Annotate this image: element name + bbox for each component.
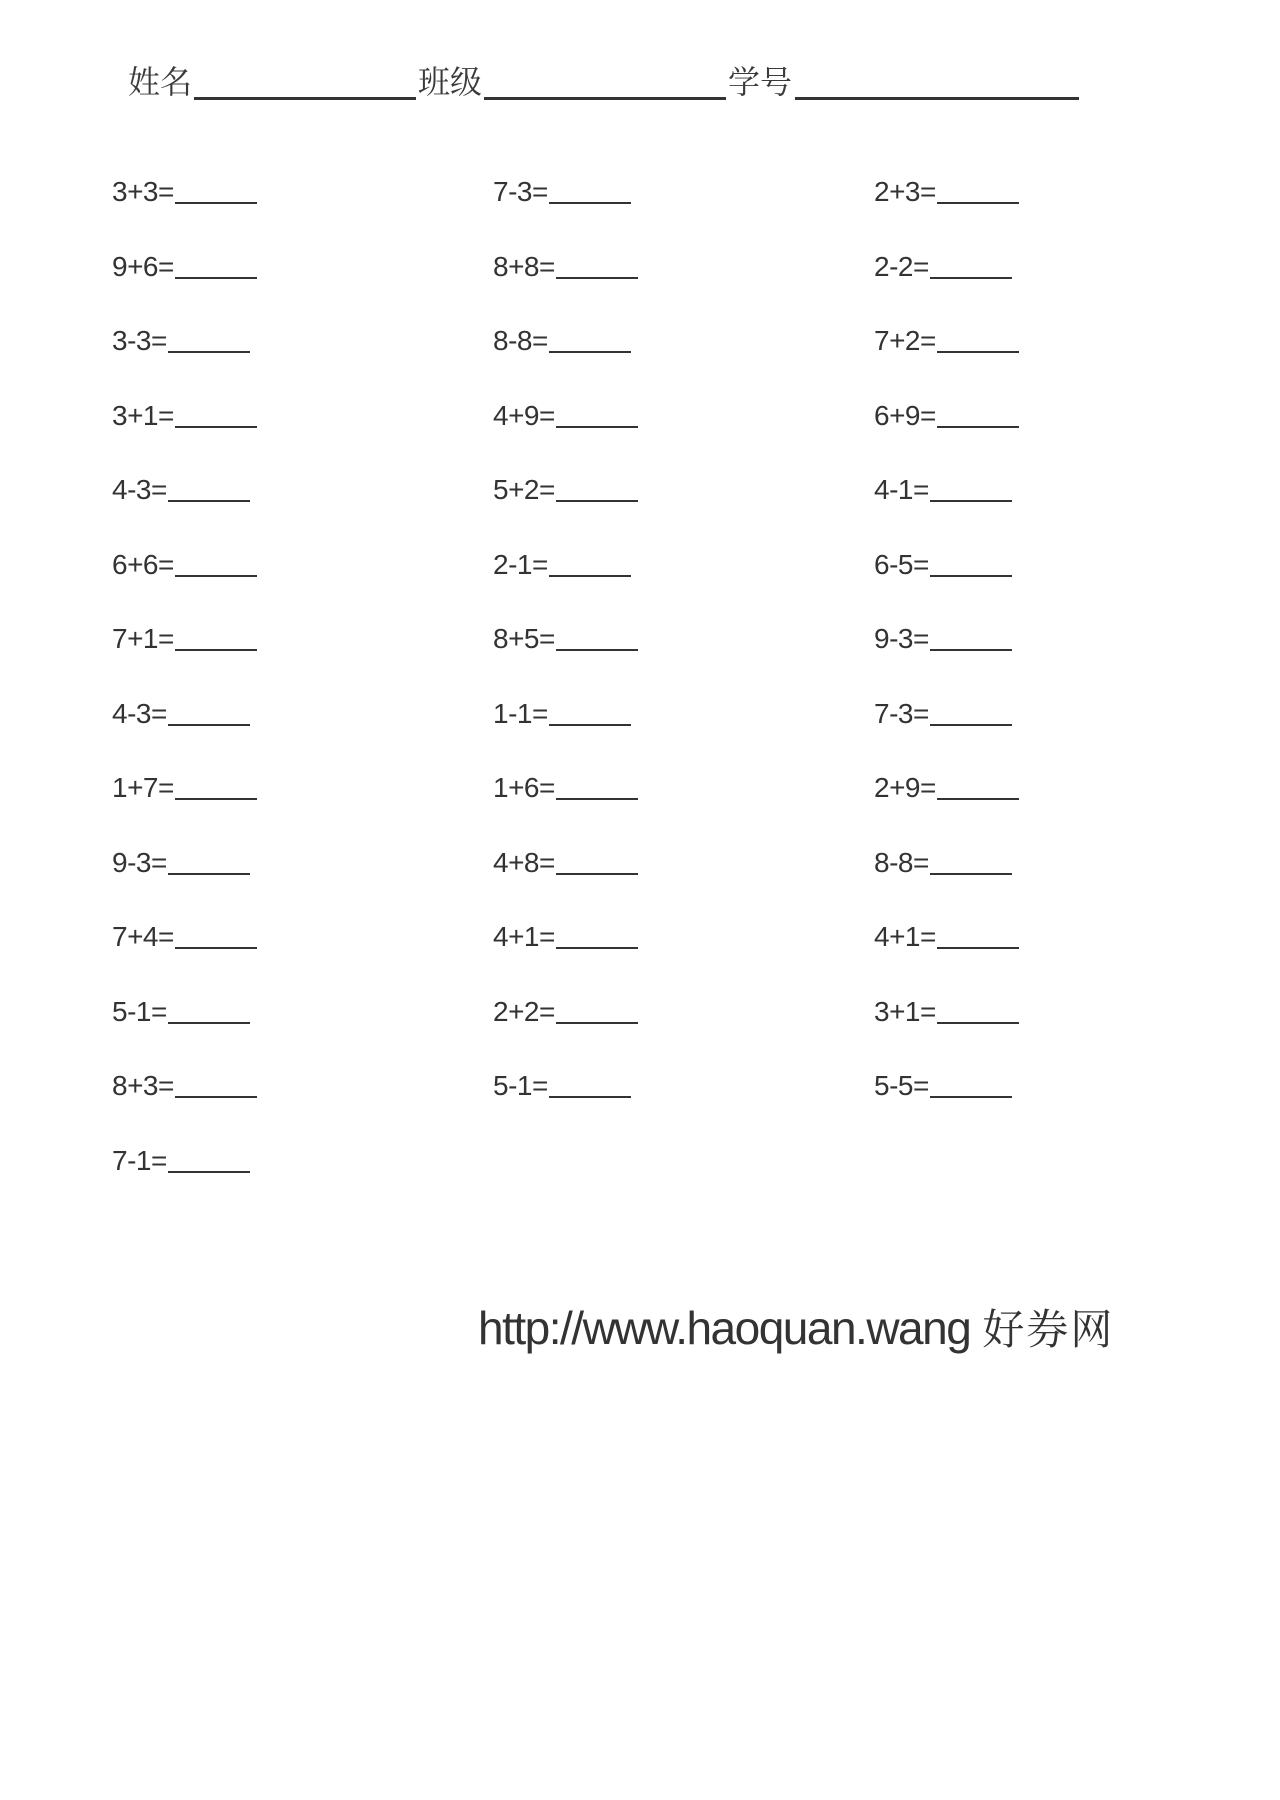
math-problem: [112, 848, 250, 878]
answer-blank-line[interactable]: [168, 1171, 250, 1173]
answer-blank-line[interactable]: [930, 649, 1012, 651]
answer-blank-line[interactable]: [937, 1022, 1019, 1024]
problem-expression: 8+3=: [112, 1070, 174, 1101]
answer-blank-line[interactable]: [549, 202, 631, 204]
answer-blank-line[interactable]: [556, 947, 638, 949]
answer-blank-line[interactable]: [556, 1022, 638, 1024]
problem-expression: 8+5=: [493, 623, 555, 654]
math-problem: [112, 699, 250, 729]
footer-site-name: 好券网: [982, 1305, 1115, 1354]
problem-expression: 3+1=: [874, 995, 936, 1027]
answer-blank-line[interactable]: [175, 947, 257, 949]
math-problem: [112, 401, 257, 431]
math-problem: [874, 922, 1019, 952]
problem-expression: 4-3=: [112, 697, 167, 729]
problem-expression: 5-1=: [493, 1070, 548, 1101]
math-problem: [112, 773, 257, 803]
math-problem: [112, 1071, 257, 1101]
math-problem: [493, 401, 638, 431]
problem-expression: 7+4=: [112, 921, 174, 952]
math-problem: [112, 475, 250, 505]
math-problem: [874, 177, 1019, 207]
problem-expression: 1+6=: [493, 772, 555, 803]
math-problem: [874, 848, 1012, 878]
answer-blank-line[interactable]: [556, 426, 638, 428]
answer-blank-line[interactable]: [549, 575, 631, 577]
math-problem: [493, 326, 631, 356]
answer-blank-line[interactable]: [175, 649, 257, 651]
math-problem: [493, 922, 638, 952]
math-problem: [874, 475, 1012, 505]
answer-blank-line[interactable]: [930, 277, 1012, 279]
problem-expression: 7+1=: [112, 623, 174, 654]
math-problem: [493, 550, 631, 580]
problem-expression: 2+9=: [874, 772, 936, 803]
problem-expression: 4+8=: [493, 846, 555, 878]
math-problem: [493, 624, 638, 654]
problem-expression: 1+7=: [112, 772, 174, 803]
problem-expression: 8-8=: [874, 846, 929, 878]
math-problem: [112, 252, 257, 282]
math-problem: [493, 177, 631, 207]
math-problem: [874, 326, 1019, 356]
answer-blank-line[interactable]: [175, 277, 257, 279]
math-problem: [874, 624, 1012, 654]
math-problem: [493, 997, 638, 1027]
problem-expression: 2+2=: [493, 995, 555, 1027]
math-problem: [874, 773, 1019, 803]
class-label: 班级: [418, 63, 483, 101]
math-problem: [493, 848, 638, 878]
answer-blank-line[interactable]: [930, 873, 1012, 875]
math-problem: [874, 550, 1012, 580]
problem-expression: 7-3=: [874, 697, 929, 729]
answer-blank-line[interactable]: [930, 1096, 1012, 1098]
problem-expression: 5-5=: [874, 1070, 929, 1101]
math-problem: [112, 326, 250, 356]
answer-blank-line[interactable]: [168, 351, 250, 353]
problem-expression: 4+9=: [493, 399, 555, 431]
problem-expression: 4-3=: [112, 474, 167, 505]
answer-blank-line[interactable]: [930, 575, 1012, 577]
answer-blank-line[interactable]: [556, 873, 638, 875]
answer-blank-line[interactable]: [930, 500, 1012, 502]
problem-expression: 2-2=: [874, 250, 929, 282]
problem-expression: 4-1=: [874, 474, 929, 505]
footer-url[interactable]: http://www.haoquan.wang: [478, 1302, 971, 1354]
answer-blank-line[interactable]: [168, 724, 250, 726]
math-problem: [112, 922, 257, 952]
answer-blank-line[interactable]: [549, 724, 631, 726]
problem-expression: 7-3=: [493, 176, 548, 207]
problem-expression: 2+3=: [874, 176, 936, 207]
problem-expression: 8+8=: [493, 250, 555, 282]
problem-expression: 4+1=: [493, 921, 555, 952]
answer-blank-line[interactable]: [937, 202, 1019, 204]
answer-blank-line[interactable]: [175, 426, 257, 428]
problem-expression: 2-1=: [493, 548, 548, 580]
problem-expression: 3+1=: [112, 399, 174, 431]
answer-blank-line[interactable]: [168, 873, 250, 875]
name-label: 姓名: [128, 63, 193, 101]
answer-blank-line[interactable]: [556, 649, 638, 651]
math-problem: [874, 401, 1019, 431]
problem-expression: 6-5=: [874, 548, 929, 580]
problem-expression: 4+1=: [874, 921, 936, 952]
answer-blank-line[interactable]: [937, 947, 1019, 949]
answer-blank-line[interactable]: [175, 1096, 257, 1098]
answer-blank-line[interactable]: [937, 351, 1019, 353]
problem-expression: 9-3=: [874, 623, 929, 654]
answer-blank-line[interactable]: [168, 1022, 250, 1024]
problem-expression: 9+6=: [112, 250, 174, 282]
problem-expression: 5-1=: [112, 995, 167, 1027]
problem-expression: 7+2=: [874, 325, 936, 356]
problem-expression: 1-1=: [493, 697, 548, 729]
answer-blank-line[interactable]: [175, 575, 257, 577]
math-problem: [874, 252, 1012, 282]
answer-blank-line[interactable]: [168, 500, 250, 502]
problem-expression: 3-3=: [112, 325, 167, 356]
answer-blank-line[interactable]: [930, 724, 1012, 726]
problem-expression: 6+9=: [874, 399, 936, 431]
math-problem: [112, 624, 257, 654]
answer-blank-line[interactable]: [937, 798, 1019, 800]
problem-expression: 7-1=: [112, 1144, 167, 1176]
math-problem: [112, 997, 250, 1027]
math-problem: [112, 177, 257, 207]
answer-blank-line[interactable]: [549, 1096, 631, 1098]
math-problem: [112, 550, 257, 580]
math-problem: [874, 699, 1012, 729]
math-problem: [493, 252, 638, 282]
math-problem: [112, 1146, 250, 1176]
math-problem: [493, 699, 631, 729]
math-problem: [874, 997, 1019, 1027]
problem-expression: 5+2=: [493, 474, 555, 505]
answer-blank-line[interactable]: [549, 351, 631, 353]
answer-blank-line[interactable]: [556, 277, 638, 279]
math-problem: [493, 1071, 631, 1101]
problem-expression: 3+3=: [112, 176, 174, 207]
math-problem: [874, 1071, 1012, 1101]
answer-blank-line[interactable]: [175, 798, 257, 800]
problem-expression: 9-3=: [112, 846, 167, 878]
answer-blank-line[interactable]: [556, 798, 638, 800]
math-problem: [493, 475, 638, 505]
answer-blank-line[interactable]: [937, 426, 1019, 428]
footer-watermark: [478, 1300, 1114, 1358]
answer-blank-line[interactable]: [556, 500, 638, 502]
problem-expression: 6+6=: [112, 548, 174, 580]
student-id-label: 学号: [728, 63, 793, 101]
problem-expression: 8-8=: [493, 325, 548, 356]
answer-blank-line[interactable]: [175, 202, 257, 204]
math-problem: [493, 773, 638, 803]
